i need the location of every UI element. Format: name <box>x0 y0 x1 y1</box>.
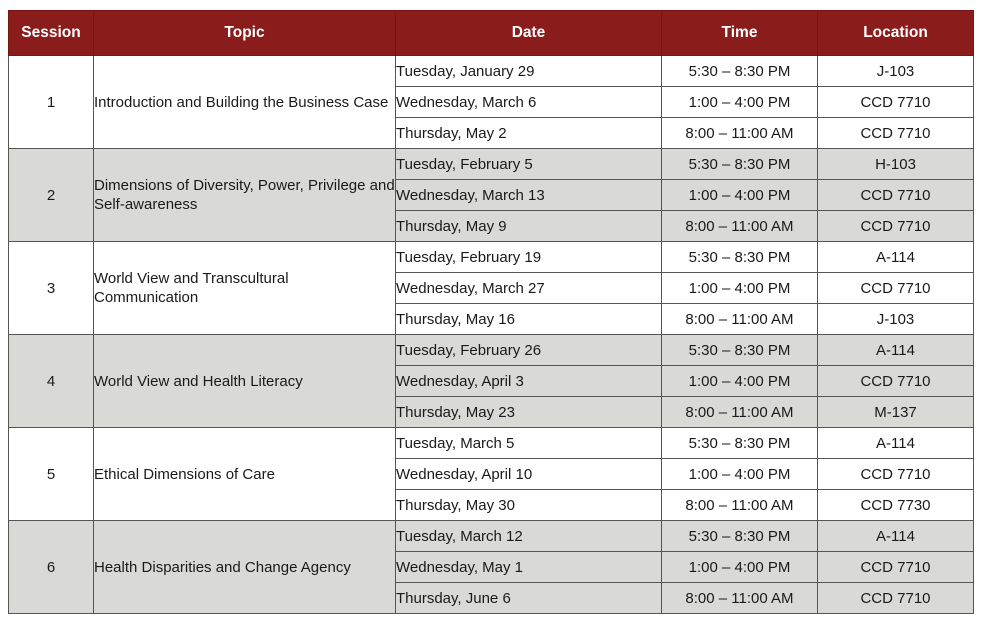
location-cell: J-103 <box>818 304 974 335</box>
time-cell: 5:30 – 8:30 PM <box>662 149 818 180</box>
date-cell: Tuesday, February 26 <box>396 335 662 366</box>
date-cell: Wednesday, March 6 <box>396 87 662 118</box>
date-cell: Tuesday, February 19 <box>396 242 662 273</box>
time-cell: 8:00 – 11:00 AM <box>662 118 818 149</box>
location-cell: CCD 7710 <box>818 459 974 490</box>
date-cell: Thursday, May 30 <box>396 490 662 521</box>
table-header-row <box>9 11 974 56</box>
time-cell: 5:30 – 8:30 PM <box>662 521 818 552</box>
location-cell: CCD 7710 <box>818 87 974 118</box>
table-row <box>9 428 974 459</box>
session-number: 5 <box>9 428 94 521</box>
table-row <box>9 56 974 87</box>
session-number: 6 <box>9 521 94 614</box>
location-cell: CCD 7730 <box>818 490 974 521</box>
time-cell: 5:30 – 8:30 PM <box>662 56 818 87</box>
location-cell: A-114 <box>818 242 974 273</box>
table-row <box>9 149 974 180</box>
date-cell: Thursday, May 2 <box>396 118 662 149</box>
date-cell: Tuesday, January 29 <box>396 56 662 87</box>
table-row <box>9 521 974 552</box>
date-cell: Tuesday, March 5 <box>396 428 662 459</box>
location-cell: CCD 7710 <box>818 366 974 397</box>
time-cell: 1:00 – 4:00 PM <box>662 459 818 490</box>
topic-column-header: Topic <box>94 11 396 56</box>
session-topic: Dimensions of Diversity, Power, Privilege and Self-awareness <box>94 149 396 242</box>
location-cell: J-103 <box>818 56 974 87</box>
location-cell: CCD 7710 <box>818 583 974 614</box>
time-cell: 8:00 – 11:00 AM <box>662 397 818 428</box>
location-cell: M-137 <box>818 397 974 428</box>
time-cell: 8:00 – 11:00 AM <box>662 490 818 521</box>
date-cell: Thursday, May 9 <box>396 211 662 242</box>
location-cell: A-114 <box>818 428 974 459</box>
session-number: 1 <box>9 56 94 149</box>
location-cell: A-114 <box>818 521 974 552</box>
time-cell: 1:00 – 4:00 PM <box>662 87 818 118</box>
time-cell: 8:00 – 11:00 AM <box>662 304 818 335</box>
time-cell: 8:00 – 11:00 AM <box>662 583 818 614</box>
location-cell: CCD 7710 <box>818 118 974 149</box>
time-cell: 1:00 – 4:00 PM <box>662 366 818 397</box>
location-column-header: Location <box>818 11 974 56</box>
time-column-header: Time <box>662 11 818 56</box>
session-topic: World View and Health Literacy <box>94 335 396 428</box>
session-topic: Introduction and Building the Business Case <box>94 56 396 149</box>
location-cell: H-103 <box>818 149 974 180</box>
location-cell: CCD 7710 <box>818 273 974 304</box>
date-cell: Wednesday, March 27 <box>396 273 662 304</box>
table-row <box>9 242 974 273</box>
session-number: 4 <box>9 335 94 428</box>
time-cell: 5:30 – 8:30 PM <box>662 242 818 273</box>
date-column-header: Date <box>396 11 662 56</box>
date-cell: Wednesday, March 13 <box>396 180 662 211</box>
date-cell: Wednesday, May 1 <box>396 552 662 583</box>
date-cell: Tuesday, March 12 <box>396 521 662 552</box>
session-topic: World View and Transcultural Communication <box>94 242 396 335</box>
time-cell: 1:00 – 4:00 PM <box>662 552 818 583</box>
date-cell: Wednesday, April 10 <box>396 459 662 490</box>
location-cell: CCD 7710 <box>818 211 974 242</box>
session-topic: Ethical Dimensions of Care <box>94 428 396 521</box>
time-cell: 8:00 – 11:00 AM <box>662 211 818 242</box>
session-number: 2 <box>9 149 94 242</box>
location-cell: A-114 <box>818 335 974 366</box>
location-cell: CCD 7710 <box>818 552 974 583</box>
date-cell: Wednesday, April 3 <box>396 366 662 397</box>
date-cell: Tuesday, February 5 <box>396 149 662 180</box>
location-cell: CCD 7710 <box>818 180 974 211</box>
date-cell: Thursday, May 16 <box>396 304 662 335</box>
time-cell: 1:00 – 4:00 PM <box>662 273 818 304</box>
time-cell: 5:30 – 8:30 PM <box>662 335 818 366</box>
session-topic: Health Disparities and Change Agency <box>94 521 396 614</box>
date-cell: Thursday, May 23 <box>396 397 662 428</box>
session-number: 3 <box>9 242 94 335</box>
session-schedule-table <box>8 10 974 614</box>
session-column-header: Session <box>9 11 94 56</box>
time-cell: 5:30 – 8:30 PM <box>662 428 818 459</box>
table-row <box>9 335 974 366</box>
date-cell: Thursday, June 6 <box>396 583 662 614</box>
time-cell: 1:00 – 4:00 PM <box>662 180 818 211</box>
